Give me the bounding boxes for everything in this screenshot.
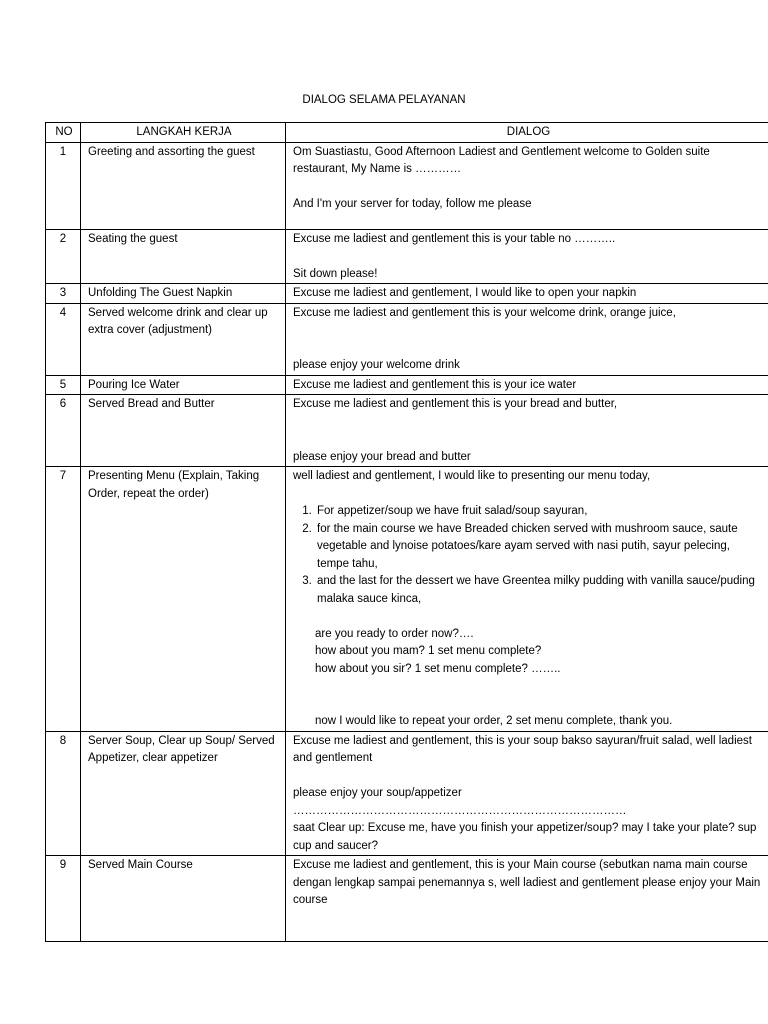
- header-no: NO: [46, 123, 81, 143]
- row-step: Pouring Ice Water: [81, 375, 286, 395]
- row-dialog: [286, 303, 768, 375]
- dialog-line: please enjoy your bread and butter: [293, 450, 471, 463]
- row-number: 5: [46, 375, 81, 395]
- dialog-line: well ladiest and gentlement, I would like to presenting our menu today,: [293, 470, 651, 482]
- row-step: Served Bread and Butter: [81, 395, 286, 467]
- dialog-line: saat Clear up: Excuse me, have you finish your appetizer/soup? may I take your plate? sup cup and saucer?: [293, 822, 757, 852]
- header-step: LANGKAH KERJA: [81, 123, 286, 143]
- menu-list-item: 2. for the main course we have Breaded chicken served with mushroom sauce, saute vegetable and lynoise potatoes/kare ayam served with nasi putih, sayur pelecing, tempe tahu,: [315, 521, 764, 574]
- row-number: 9: [46, 856, 81, 942]
- row-dialog: [286, 284, 768, 304]
- dialog-line: Excuse me ladiest and gentlement, this is your soup bakso sayuran/fruit salad, well ladiest and gentlement: [293, 734, 752, 764]
- dialog-line: Excuse me ladiest and gentlement, this is your Main course (sebutkan nama main course dengan lengkap sampai penemannya s, well ladiest and gentlement please enjoy your Main course: [293, 859, 761, 906]
- dialog-line: Sit down please!: [293, 267, 378, 280]
- table-row: [46, 284, 768, 304]
- row-number: 3: [46, 284, 81, 304]
- row-number: 6: [46, 395, 81, 467]
- dialog-line: now I would like to repeat your order, 2 set menu complete, thank you.: [315, 715, 673, 727]
- row-step: Greeting and assorting the guest: [81, 142, 286, 229]
- table-row: [46, 467, 768, 732]
- menu-list-item: 1. For appetizer/soup we have fruit salad/soup sayuran,: [315, 503, 764, 521]
- row-number: 7: [46, 467, 81, 732]
- row-step: Server Soup, Clear up Soup/ Served Appetizer, clear appetizer: [81, 731, 286, 856]
- table-row: [46, 731, 768, 856]
- row-step: Seating the guest: [81, 229, 286, 284]
- document-title: DIALOG SELAMA PELAYANAN: [302, 94, 466, 106]
- row-number: 4: [46, 303, 81, 375]
- dialog-line: Excuse me ladiest and gentlement this is your ice water: [293, 378, 577, 391]
- dialog-line: how about you sir? 1 set menu complete? ……..: [315, 662, 561, 675]
- row-dialog: [286, 856, 768, 942]
- dialog-line: And I'm your server for today, follow me please: [293, 198, 532, 210]
- row-dialog: [286, 375, 768, 395]
- dialog-line: Om Suastiastu, Good Afternoon Ladiest and Gentlement welcome to Golden suite restaurant, My Name is …………: [293, 145, 710, 175]
- dialog-line: Excuse me ladiest and gentlement, I would like to open your napkin: [293, 287, 637, 299]
- row-dialog: [286, 731, 768, 856]
- table-header-row: [46, 123, 768, 143]
- row-dialog: [286, 395, 768, 467]
- menu-list-item: 3. and the last for the dessert we have Greentea milky pudding with vanilla sauce/puding malaka sauce kinca,: [315, 573, 764, 608]
- row-step: Presenting Menu (Explain, Taking Order, repeat the order): [81, 467, 286, 732]
- dialog-line: please enjoy your soup/appetizer: [293, 787, 462, 799]
- table-row: [46, 856, 768, 942]
- row-step: Unfolding The Guest Napkin: [81, 284, 286, 304]
- row-step: Served welcome drink and clear up extra cover (adjustment): [81, 303, 286, 375]
- row-dialog: [286, 467, 768, 732]
- menu-list: [293, 503, 764, 608]
- row-step: Served Main Course: [81, 856, 286, 942]
- row-dialog: [286, 142, 768, 229]
- header-dialog: DIALOG: [286, 123, 768, 143]
- dialog-line: please enjoy your welcome drink: [293, 359, 460, 371]
- dialog-line: are you ready to order now?….: [315, 627, 474, 640]
- table-row: [46, 303, 768, 375]
- table-row: [46, 142, 768, 229]
- dialog-table: [45, 122, 768, 942]
- table-row: [46, 229, 768, 284]
- dialog-line: Excuse me ladiest and gentlement this is your welcome drink, orange juice,: [293, 306, 676, 319]
- row-number: 8: [46, 731, 81, 856]
- dialog-line: ……………………………………………………………………………: [293, 804, 627, 817]
- dialog-line: Excuse me ladiest and gentlement this is your table no ………..: [293, 232, 616, 245]
- table-row: [46, 375, 768, 395]
- dialog-line: how about you mam? 1 set menu complete?: [315, 645, 542, 657]
- table-row: [46, 395, 768, 467]
- row-number: 1: [46, 142, 81, 229]
- row-dialog: [286, 229, 768, 284]
- dialog-line: Excuse me ladiest and gentlement this is your bread and butter,: [293, 398, 618, 410]
- row-number: 2: [46, 229, 81, 284]
